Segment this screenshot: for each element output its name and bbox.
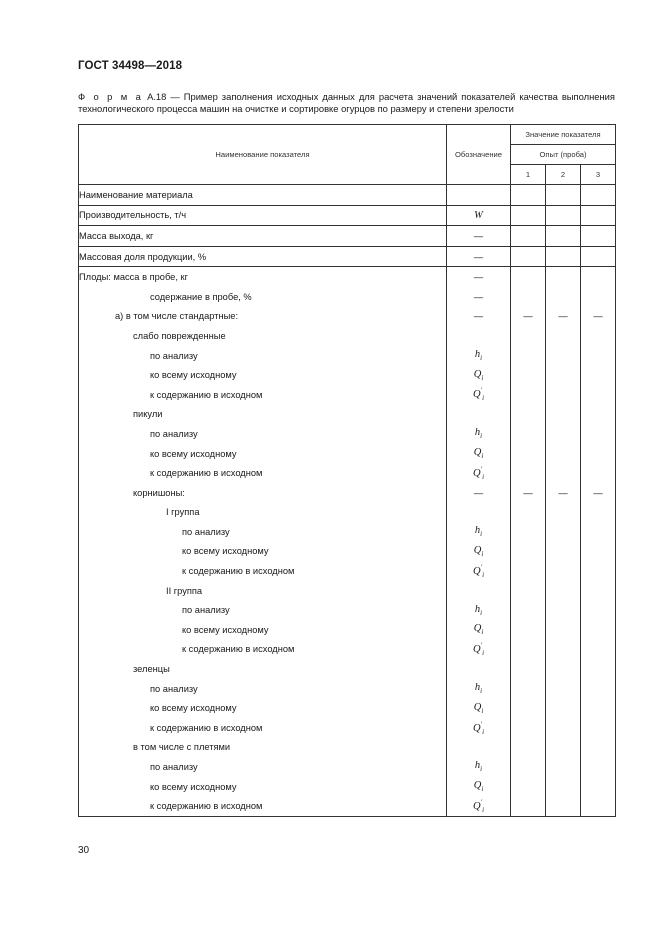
symbol-base: h <box>474 525 481 537</box>
symbol-subscript: i <box>480 608 483 617</box>
trial-value <box>581 246 616 267</box>
symbol-letter <box>473 446 484 461</box>
symbol-prime: ' <box>480 563 483 572</box>
trial-value <box>546 405 581 425</box>
symbol-base: Q <box>472 467 481 479</box>
table-row <box>79 365 616 385</box>
trial-value <box>511 522 546 542</box>
trial-value <box>546 246 581 267</box>
trial-value <box>581 226 616 247</box>
trial-value <box>546 738 581 758</box>
indicator-name: зеленцы <box>79 659 447 679</box>
table-row <box>79 463 616 483</box>
trial-value <box>581 679 616 699</box>
symbol-subscript: i <box>480 687 483 696</box>
symbol-subscript: i <box>481 373 484 382</box>
symbol-base: Q <box>472 389 481 401</box>
trial-value <box>511 620 546 640</box>
indicator-name: по анализу <box>79 522 447 542</box>
trial-value <box>581 757 616 777</box>
symbol-base: Q <box>472 800 481 812</box>
table-row <box>79 659 616 679</box>
form-caption-text: А.18 — Пример заполнения исходных данных для расчета значений показателей качества выполнения технологического процесса машин на очистке и сортировке огурцов по размеру и степени зрелости <box>78 91 615 114</box>
indicator-symbol <box>447 679 511 699</box>
trial-value <box>546 581 581 601</box>
indicator-symbol: — <box>447 246 511 267</box>
trial-value <box>581 503 616 523</box>
indicator-symbol <box>447 757 511 777</box>
trial-value <box>581 365 616 385</box>
indicator-name: Плоды: масса в пробе, кг <box>79 267 447 287</box>
trial-value <box>511 542 546 562</box>
table-row <box>79 698 616 718</box>
indicator-name: к содержанию в исходном <box>79 561 447 581</box>
table-row <box>79 757 616 777</box>
symbol-base: Q <box>473 544 482 556</box>
table-row <box>79 287 616 307</box>
table-row <box>79 718 616 738</box>
trial-value <box>511 581 546 601</box>
trial-value <box>581 640 616 660</box>
indicator-symbol <box>447 718 511 738</box>
table-row <box>79 561 616 581</box>
trial-value <box>511 679 546 699</box>
indicator-name: к содержанию в исходном <box>79 463 447 483</box>
trial-value <box>511 385 546 405</box>
trial-value <box>546 385 581 405</box>
symbol-prime: ' <box>480 386 483 395</box>
symbol-letter <box>472 563 485 579</box>
symbol-letter <box>472 386 485 403</box>
trial-value <box>511 659 546 679</box>
trial-value <box>546 444 581 464</box>
symbol-base: h <box>474 603 481 615</box>
trial-value <box>511 777 546 797</box>
trial-value <box>511 365 546 385</box>
trial-value <box>546 267 581 287</box>
trial-value <box>546 503 581 523</box>
indicator-name: ко всему исходному <box>79 542 447 562</box>
symbol-base: Q <box>473 623 482 635</box>
trial-value <box>511 326 546 346</box>
table-body <box>79 185 616 817</box>
trial-value: — <box>546 307 581 327</box>
trial-value <box>511 267 546 287</box>
trial-value <box>581 463 616 483</box>
symbol-letter <box>472 641 485 658</box>
symbol-subscript: i <box>482 472 485 481</box>
symbol-letter <box>472 720 485 736</box>
symbol-prime: ' <box>480 641 483 650</box>
indicator-symbol <box>447 444 511 464</box>
symbol-base: Q <box>473 446 482 458</box>
table-row <box>79 246 616 267</box>
table-row <box>79 600 616 620</box>
indicator-symbol <box>447 796 511 816</box>
trial-value <box>581 777 616 797</box>
trial-value <box>581 620 616 640</box>
table-row <box>79 738 616 758</box>
table-row <box>79 346 616 366</box>
symbol-letter <box>472 798 485 814</box>
trial-value <box>511 561 546 581</box>
symbol-subscript: i <box>482 806 485 814</box>
trial-number: 2 <box>546 165 581 185</box>
trial-value <box>581 405 616 425</box>
trial-value <box>546 718 581 738</box>
symbol-letter <box>473 544 484 559</box>
trial-value <box>581 698 616 718</box>
indicator-symbol <box>447 561 511 581</box>
symbol-letter <box>473 780 484 794</box>
indicator-name: I группа <box>79 503 447 523</box>
trial-value <box>511 226 546 247</box>
indicator-symbol <box>447 600 511 620</box>
trial-value <box>511 205 546 226</box>
trial-value <box>546 326 581 346</box>
trial-value <box>546 796 581 816</box>
indicator-name: в том числе с плетями <box>79 738 447 758</box>
indicator-name: к содержанию в исходном <box>79 385 447 405</box>
indicator-name: по анализу <box>79 600 447 620</box>
symbol-subscript: i <box>482 394 485 403</box>
page-number: 30 <box>78 845 90 856</box>
indicator-name: а) в том числе стандартные: <box>79 307 447 327</box>
indicator-symbol <box>447 385 511 405</box>
trial-value <box>546 679 581 699</box>
trial-value <box>546 620 581 640</box>
indicator-symbol <box>447 620 511 640</box>
table-row <box>79 581 616 601</box>
indicator-name: ко всему исходному <box>79 444 447 464</box>
table-row <box>79 503 616 523</box>
trial-value <box>581 522 616 542</box>
trial-value <box>546 698 581 718</box>
trial-value <box>581 718 616 738</box>
indicator-name: содержание в пробе, % <box>79 287 447 307</box>
trial-value <box>581 205 616 226</box>
symbol-base: h <box>474 760 481 772</box>
trial-value <box>511 600 546 620</box>
indicator-symbol <box>447 424 511 444</box>
table-row <box>79 405 616 425</box>
indicator-name: II группа <box>79 581 447 601</box>
trial-value <box>581 185 616 206</box>
trial-value <box>581 267 616 287</box>
indicator-symbol: — <box>447 267 511 287</box>
indicators-table <box>78 124 616 817</box>
trial-value <box>511 640 546 660</box>
trial-number: 3 <box>581 165 616 185</box>
trial-value <box>511 424 546 444</box>
symbol-subscript: i <box>480 432 483 441</box>
indicator-name: к содержанию в исходном <box>79 718 447 738</box>
symbol-subscript: i <box>481 628 484 637</box>
indicator-name: Производительность, т/ч <box>79 205 447 226</box>
trial-value <box>511 757 546 777</box>
table-row <box>79 226 616 247</box>
indicator-name: ко всему исходному <box>79 698 447 718</box>
trial-value <box>546 226 581 247</box>
symbol-letter <box>474 349 483 363</box>
table-row <box>79 326 616 346</box>
trial-value: — <box>581 483 616 503</box>
trial-value <box>511 718 546 738</box>
indicator-symbol <box>447 659 511 679</box>
table-row <box>79 483 616 503</box>
trial-value: — <box>511 483 546 503</box>
column-header-name: Наименование показателя <box>79 125 447 185</box>
indicator-name: по анализу <box>79 679 447 699</box>
symbol-subscript: i <box>482 570 485 579</box>
symbol-subscript: i <box>481 550 484 559</box>
indicator-symbol <box>447 542 511 562</box>
trial-value <box>546 777 581 797</box>
trial-value <box>511 738 546 758</box>
trial-value <box>581 796 616 816</box>
symbol-base: h <box>474 682 481 694</box>
indicator-symbol <box>447 346 511 366</box>
trial-value <box>511 346 546 366</box>
trial-value <box>511 287 546 307</box>
trial-value: — <box>511 307 546 327</box>
trial-value <box>546 365 581 385</box>
trial-value <box>546 659 581 679</box>
indicator-symbol: — <box>447 307 511 327</box>
trial-value <box>511 246 546 267</box>
symbol-letter <box>474 682 483 696</box>
trial-value <box>581 738 616 758</box>
trial-value <box>546 757 581 777</box>
trial-value <box>511 503 546 523</box>
symbol-subscript: i <box>480 765 483 774</box>
indicator-name: ко всему исходному <box>79 365 447 385</box>
table-row <box>79 385 616 405</box>
table-row <box>79 522 616 542</box>
trial-value <box>511 796 546 816</box>
indicator-symbol <box>447 522 511 542</box>
trial-value <box>511 405 546 425</box>
trial-value <box>546 522 581 542</box>
symbol-subscript: i <box>480 354 483 363</box>
indicator-name: слабо поврежденные <box>79 326 447 346</box>
trial-value <box>546 463 581 483</box>
symbol-letter <box>472 465 485 481</box>
indicator-name: к содержанию в исходном <box>79 796 447 816</box>
symbol-letter <box>474 760 483 774</box>
trial-value <box>581 659 616 679</box>
indicator-symbol <box>447 581 511 601</box>
column-header-symbol: Обозначение <box>447 125 511 185</box>
indicator-symbol: — <box>447 483 511 503</box>
symbol-subscript: i <box>481 452 484 461</box>
indicator-symbol: W <box>447 205 511 226</box>
indicator-symbol <box>447 738 511 758</box>
symbol-prime: ' <box>480 798 483 807</box>
indicator-symbol <box>447 463 511 483</box>
symbol-base: Q <box>473 368 482 380</box>
trial-value <box>546 640 581 660</box>
table-row <box>79 205 616 226</box>
table-row <box>79 679 616 699</box>
trial-value <box>581 326 616 346</box>
table-row <box>79 796 616 816</box>
indicator-symbol <box>447 185 511 206</box>
indicator-name: по анализу <box>79 346 447 366</box>
form-word: Ф о р м а <box>78 91 144 102</box>
symbol-base: h <box>474 427 481 439</box>
trial-value <box>511 444 546 464</box>
trial-value <box>511 185 546 206</box>
trial-value <box>581 561 616 581</box>
indicator-symbol <box>447 640 511 660</box>
indicator-symbol <box>447 365 511 385</box>
symbol-letter <box>473 623 484 637</box>
trial-value <box>581 600 616 620</box>
trial-value: — <box>546 483 581 503</box>
indicator-symbol <box>447 405 511 425</box>
column-header-values: Значение показателя <box>511 125 616 145</box>
trial-value <box>581 424 616 444</box>
indicator-name: к содержанию в исходном <box>79 640 447 660</box>
column-header-trials: Опыт (проба) <box>511 145 616 165</box>
trial-value <box>581 346 616 366</box>
indicator-name: корнишоны: <box>79 483 447 503</box>
indicator-name: ко всему исходному <box>79 777 447 797</box>
indicator-symbol <box>447 698 511 718</box>
trial-value <box>581 287 616 307</box>
symbol-subscript: i <box>482 649 485 658</box>
trial-value <box>546 205 581 226</box>
trial-value <box>546 424 581 444</box>
indicator-name: по анализу <box>79 424 447 444</box>
trial-value <box>581 581 616 601</box>
trial-value <box>581 542 616 562</box>
trial-value <box>546 542 581 562</box>
trial-value <box>581 444 616 464</box>
indicator-symbol <box>447 326 511 346</box>
symbol-base: h <box>474 349 481 360</box>
symbol-letter <box>474 369 484 380</box>
symbol-subscript: i <box>481 785 484 794</box>
symbol-base: Q <box>472 565 481 577</box>
indicator-name: Масса выхода, кг <box>79 226 447 247</box>
indicator-name: Наименование материала <box>79 185 447 206</box>
document-header: ГОСТ 34498—2018 <box>78 60 183 72</box>
symbol-letter <box>474 525 483 539</box>
symbol-letter <box>474 702 484 713</box>
symbol-prime: ' <box>480 465 483 474</box>
symbol-letter <box>474 427 483 441</box>
indicator-name: Массовая доля продукции, % <box>79 246 447 267</box>
indicator-symbol <box>447 503 511 523</box>
table-row <box>79 777 616 797</box>
indicator-name: ко всему исходному <box>79 620 447 640</box>
symbol-letter <box>475 604 482 615</box>
indicator-symbol: — <box>447 287 511 307</box>
trial-number: 1 <box>511 165 546 185</box>
trial-value <box>546 185 581 206</box>
table-row <box>79 640 616 660</box>
symbol-base: Q <box>472 644 481 656</box>
table-row <box>79 267 616 287</box>
trial-value <box>546 600 581 620</box>
table-row <box>79 620 616 640</box>
indicator-symbol: — <box>447 226 511 247</box>
table-row <box>79 424 616 444</box>
indicator-name: пикули <box>79 405 447 425</box>
symbol-subscript: i <box>480 530 483 539</box>
indicator-name: по анализу <box>79 757 447 777</box>
symbol-prime: ' <box>480 720 483 729</box>
table-row <box>79 307 616 327</box>
symbol-subscript: i <box>482 727 485 736</box>
symbol-subscript: i <box>481 706 484 715</box>
table-row <box>79 542 616 562</box>
table-row <box>79 444 616 464</box>
indicator-symbol <box>447 777 511 797</box>
trial-value <box>546 346 581 366</box>
symbol-base: Q <box>472 722 481 734</box>
form-caption <box>78 91 615 115</box>
trial-value <box>581 385 616 405</box>
trial-value <box>546 561 581 581</box>
trial-value <box>546 287 581 307</box>
trial-value <box>511 698 546 718</box>
symbol-base: Q <box>473 780 482 792</box>
symbol-base: Q <box>473 701 482 713</box>
trial-value <box>511 463 546 483</box>
table-row <box>79 185 616 206</box>
trial-value: — <box>581 307 616 327</box>
